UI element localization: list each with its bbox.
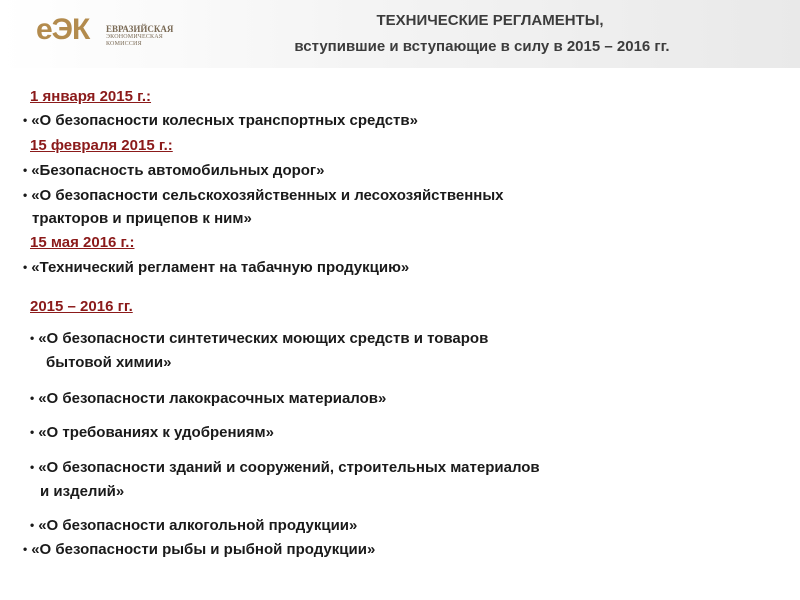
list-item-continuation: тракторов и прицепов к ним» bbox=[32, 210, 252, 227]
list-item-text: «О безопасности алкогольной продукции» bbox=[38, 517, 358, 534]
list-item bbox=[23, 110, 418, 131]
date-heading-feb-2015: 15 февраля 2015 г.: bbox=[30, 137, 173, 154]
list-item-text: «Технический регламент на табачную продукцию» bbox=[31, 259, 410, 276]
bullet-icon: • bbox=[23, 163, 28, 177]
logo-mark: еЭК bbox=[36, 13, 90, 46]
list-item-text: «О безопасности лакокрасочных материалов» bbox=[38, 390, 387, 407]
list-item bbox=[30, 388, 386, 409]
logo-line-commission: КОМИССИЯ bbox=[106, 41, 142, 47]
list-item bbox=[23, 160, 325, 181]
list-item-text: «О безопасности синтетических моющих средств и товаров bbox=[38, 330, 489, 347]
date-heading-2015-2016: 2015 – 2016 гг. bbox=[30, 298, 133, 315]
bullet-icon: • bbox=[30, 331, 35, 345]
bullet-icon: • bbox=[23, 542, 28, 556]
list-item bbox=[30, 422, 274, 443]
list-item-continuation: бытовой химии» bbox=[46, 354, 172, 371]
list-item bbox=[30, 328, 488, 349]
logo-line-eurasian: ЕВРАЗИЙСКАЯ bbox=[106, 24, 174, 34]
bullet-icon: • bbox=[30, 425, 35, 439]
bullet-icon: • bbox=[23, 113, 28, 127]
list-item bbox=[23, 185, 504, 206]
list-item-text: «О безопасности сельскохозяйственных и лесохозяйственных bbox=[31, 187, 504, 204]
logo-line-economic: ЭКОНОМИЧЕСКАЯ bbox=[106, 34, 163, 40]
list-item-text: «О безопасности зданий и сооружений, строительных материалов bbox=[38, 459, 540, 476]
bullet-icon: • bbox=[30, 391, 35, 405]
bullet-icon: • bbox=[30, 518, 35, 532]
date-heading-jan-2015: 1 января 2015 г.: bbox=[30, 88, 152, 105]
bullet-icon: • bbox=[30, 460, 35, 474]
bullet-icon: • bbox=[23, 188, 28, 202]
bullet-icon: • bbox=[23, 260, 28, 274]
list-item bbox=[23, 539, 375, 560]
page-title: ТЕХНИЧЕСКИЕ РЕГЛАМЕНТЫ, bbox=[376, 12, 604, 29]
list-item-text: «О требованиях к удобрениям» bbox=[38, 424, 274, 441]
list-item bbox=[30, 515, 357, 536]
list-item-text: «О безопасности рыбы и рыбной продукции» bbox=[31, 541, 376, 558]
page-subtitle: вступившие и вступающие в силу в 2015 – 2016 гг. bbox=[294, 38, 670, 55]
list-item-continuation: и изделий» bbox=[40, 483, 125, 500]
list-item bbox=[30, 457, 540, 478]
list-item bbox=[23, 257, 409, 278]
logo-text bbox=[106, 24, 176, 48]
list-item-text: «О безопасности колесных транспортных средств» bbox=[31, 112, 418, 129]
list-item-text: «Безопасность автомобильных дорог» bbox=[31, 162, 325, 179]
date-heading-may-2016: 15 мая 2016 г.: bbox=[30, 234, 135, 251]
